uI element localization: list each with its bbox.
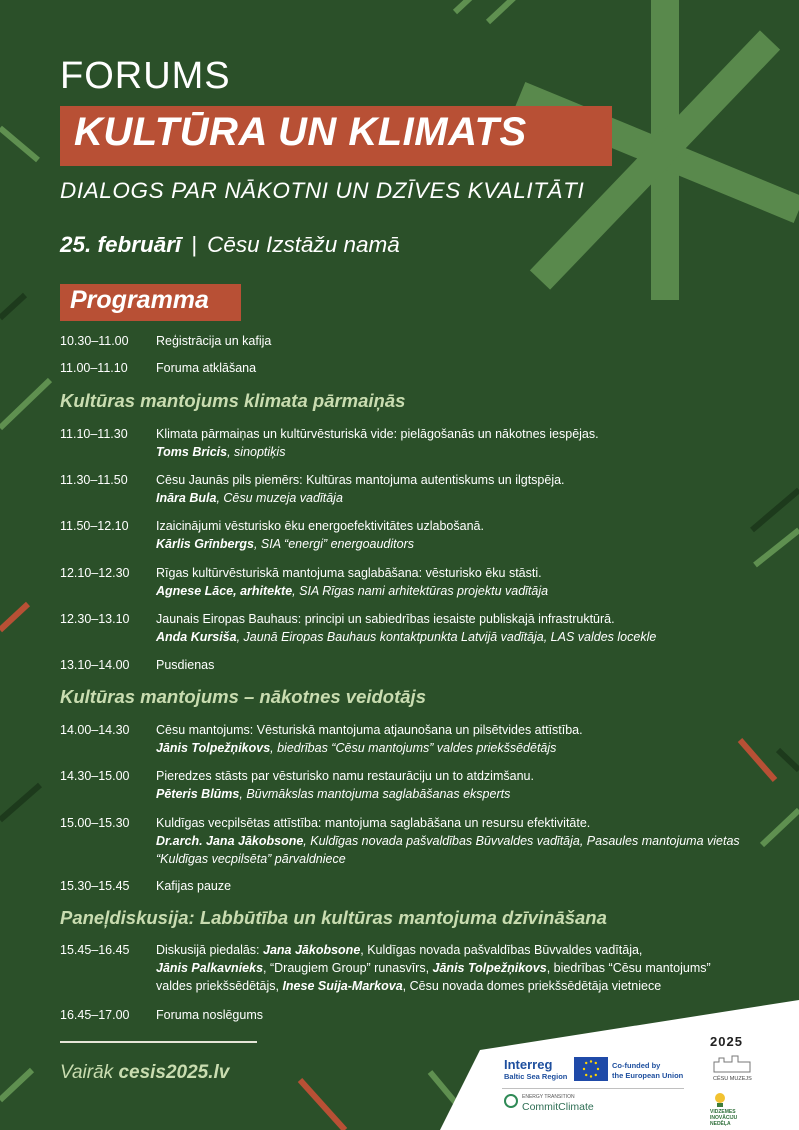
- speaker: [156, 785, 760, 803]
- vin-line2: INOVĀCIJU: [710, 1115, 738, 1121]
- vin-line3: NEDĒĻA: [710, 1121, 731, 1127]
- speaker-name: Inese Suija-Markova: [282, 979, 403, 993]
- time-slot: 12.10–12.30: [60, 566, 130, 580]
- section-heading: Kultūras mantojums – nākotnes veidotājs: [60, 686, 426, 707]
- lightbulb-icon: [713, 1092, 727, 1108]
- speaker-name: Toms Bricis: [156, 445, 228, 459]
- speaker: [156, 628, 760, 646]
- speaker: [156, 739, 760, 757]
- time-slot: 16.45–17.00: [60, 1008, 130, 1022]
- speaker-name: Jana Jākobsone: [263, 943, 361, 957]
- session-title: Jaunais Eiropas Bauhaus: principi un sabiedrības iesaiste publiskajā infrastruktūrā.: [156, 612, 615, 626]
- speaker-name: Jānis Tolpežņikovs: [432, 961, 547, 975]
- castle-icon: [712, 1052, 752, 1074]
- footer-divider: [60, 1041, 257, 1043]
- session-title: Klimata pārmaiņas un kultūrvēsturiskā vide: pielāgošanās un nākotnes iespējas.: [156, 427, 599, 441]
- time-slot: 10.30–11.00: [60, 334, 129, 348]
- time-slot: 14.00–14.30: [60, 723, 130, 737]
- speaker-name: Kārlis Grīnbergs: [156, 537, 254, 551]
- session-title: Foruma atklāšana: [156, 361, 257, 375]
- website-link[interactable]: cesis2025.lv: [118, 1062, 230, 1083]
- program-heading: Programma: [70, 286, 209, 314]
- more-label: Vairāk: [60, 1062, 119, 1083]
- speaker: [156, 832, 760, 868]
- speaker-name: Jānis Palkavnieks: [156, 961, 264, 975]
- time-slot: 11.50–12.10: [60, 519, 129, 533]
- panel-participants: Diskusijā piedalās: Jana Jākobsone, Kuldīgas novada pašvaldības Būvvaldes vadītāja, Jānis Palkavnieks, “Draugiem Group” runasvīrs, Jānis Tolpežņikovs, biedrības “Cēsu mantojums” valdes priekšsēdētājs, Inese Suija-Markova, Cēsu novada domes priekšsēdētāja vietniece: [156, 943, 711, 993]
- session-title: Cēsu Jaunās pils piemērs: Kultūras mantojuma autentiskums un ilgtspēja.: [156, 473, 565, 487]
- session-title: Izaicinājumi vēsturisko ēku energoefektivitātes uzlabošanā.: [156, 519, 484, 533]
- section-heading: Kultūras mantojums klimata pārmaiņās: [60, 390, 406, 411]
- commit-climate-tagline: ENERGY TRANSITION: [522, 1094, 575, 1100]
- speaker-role: , Būvmākslas mantojuma saglabāšanas eksperts: [239, 787, 511, 801]
- speaker: [156, 582, 760, 600]
- speaker-name: Ināra Bula: [156, 491, 217, 505]
- speaker-name: Dr.arch. Jana Jākobsone: [156, 834, 304, 848]
- time-slot: 14.30–15.00: [60, 769, 130, 783]
- speaker-role: , Jaunā Eiropas Bauhaus kontaktpunkta Latvijā vadītāja, LAS valdes locekle: [236, 630, 657, 644]
- speaker-name: Jānis Tolpežņikovs: [156, 741, 271, 755]
- speaker-role: , SIA Rīgas nami arhitektūras projektu vadītāja: [292, 584, 549, 598]
- time-slot: 15.00–15.30: [60, 816, 130, 830]
- session-title: Reģistrācija un kafija: [156, 334, 272, 348]
- session-title: Pieredzes stāsts par vēsturisko namu restaurāciju un to atdzimšanu.: [156, 769, 534, 783]
- interreg-logo: Interreg: [504, 1057, 553, 1072]
- event-type: FORUMS: [60, 55, 231, 97]
- event-venue: Cēsu Izstāžu namā: [207, 232, 400, 257]
- session-title: Foruma noslēgums: [156, 1008, 263, 1022]
- time-slot: 11.00–11.10: [60, 361, 128, 375]
- cesis-2025-logo: 2025: [710, 1034, 743, 1049]
- session-title: Kafijas pauze: [156, 879, 232, 893]
- vin-line1: VIDZEMES: [710, 1109, 736, 1115]
- section-heading: Paneļdiskusija: Labbūtība un kultūras mantojuma dzīvināšana: [60, 907, 607, 928]
- speaker-role: , biedrības “Cēsu mantojums” valdes priekšsēdētājs: [270, 741, 557, 755]
- interreg-subtitle: Baltic Sea Region: [504, 1072, 568, 1081]
- speaker-role: , Kuldīgas novada pašvaldības Būvvaldes vadītāja, Pasaules mantojuma vietas “Kuldīgas vecpilsēta” pārvaldniece: [156, 834, 740, 866]
- time-slot: 15.45–16.45: [60, 943, 130, 957]
- date-separator: |: [191, 232, 198, 257]
- speaker: [156, 535, 760, 553]
- speaker: [156, 443, 760, 461]
- session-title: Rīgas kultūrvēsturiskā mantojuma saglabāšana: vēsturisko ēku stāsti.: [156, 566, 542, 580]
- speaker-role: , sinoptiķis: [227, 445, 286, 459]
- session-title: Cēsu mantojums: Vēsturiskā mantojuma atjaunošana un pilsētvides attīstība.: [156, 723, 583, 737]
- cesu-muzejs-logo: CĒSU MUZEJS: [713, 1076, 752, 1082]
- time-slot: 15.30–15.45: [60, 879, 130, 893]
- eu-cofunded-line2: the European Union: [612, 1071, 684, 1080]
- commit-climate-icon: [504, 1094, 518, 1108]
- speaker: [156, 489, 760, 507]
- speaker-name: Anda Kursiša: [156, 630, 237, 644]
- eu-flag-icon: [574, 1057, 608, 1081]
- speaker-role: , SIA “energi” energoauditors: [253, 537, 414, 551]
- logo-divider: [502, 1088, 684, 1089]
- time-slot: 12.30–13.10: [60, 612, 130, 626]
- commit-climate-logo: CommitClimate: [522, 1101, 594, 1113]
- date-venue: [60, 232, 400, 258]
- speaker-name: Pēteris Blūms: [156, 787, 240, 801]
- speaker-name: Agnese Lāce, arhitekte: [156, 584, 293, 598]
- time-slot: 11.10–11.30: [60, 427, 128, 441]
- speaker-role: , Cēsu muzeja vadītāja: [216, 491, 343, 505]
- event-subtitle: DIALOGS PAR NĀKOTNI UN DZĪVES KVALITĀTI: [60, 178, 585, 203]
- time-slot: 11.30–11.50: [60, 473, 128, 487]
- time-slot: 13.10–14.00: [60, 658, 130, 672]
- session-title: Pusdienas: [156, 658, 215, 672]
- event-date: 25. februārī: [60, 232, 182, 257]
- eu-cofunded-line1: Co-funded by: [612, 1061, 661, 1070]
- event-title: KULTŪRA UN KLIMATS: [74, 110, 527, 154]
- more-info: [60, 1062, 229, 1084]
- session-title: Kuldīgas vecpilsētas attīstība: mantojuma saglabāšana un resursu efektivitāte.: [156, 816, 591, 830]
